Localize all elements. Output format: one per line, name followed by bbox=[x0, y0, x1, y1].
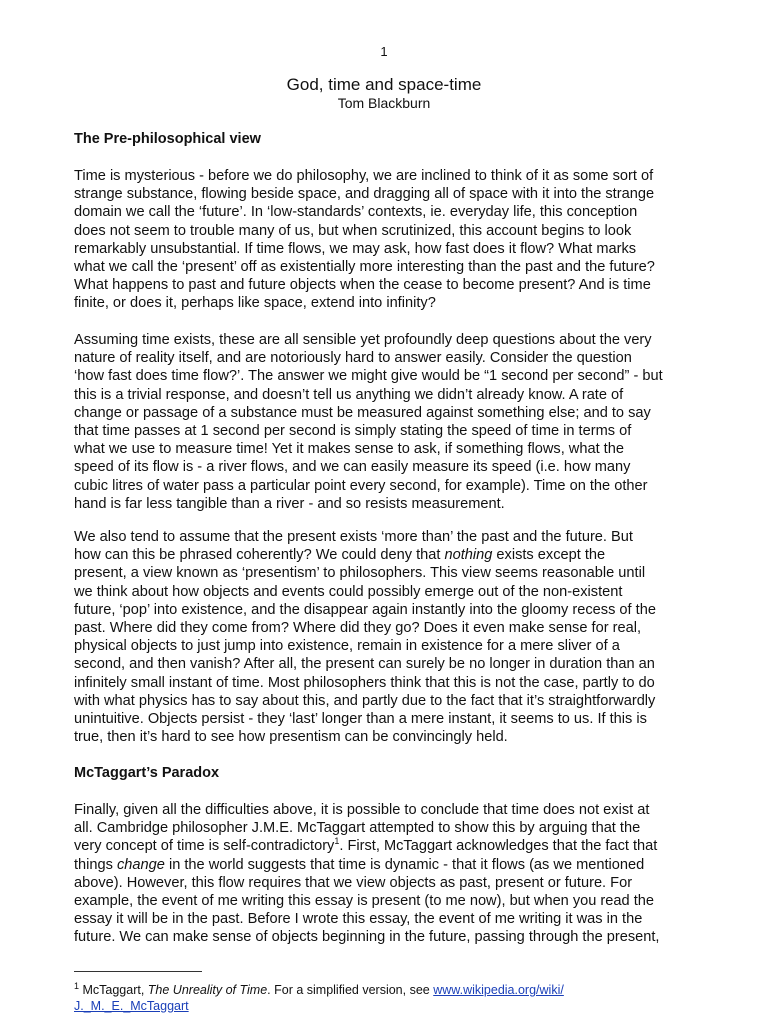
paragraph-line: strange substance, flowing beside space, and dragging all of space with it into the strange bbox=[74, 186, 655, 203]
paragraph-line: future. We can make sense of objects beginning in the future, passing through the present, bbox=[74, 929, 660, 946]
paragraph-3 bbox=[74, 528, 698, 746]
paragraph-line: that time passes at 1 second per second is simply stating the speed of time in terms of bbox=[74, 423, 632, 440]
paragraph-line: cubic litres of water pass a particular point every second, for example). Time on the other bbox=[74, 477, 648, 494]
footnote-link[interactable]: J._M._E._McTaggart bbox=[74, 999, 189, 1013]
paragraph-line: infinitely small instant of time. Most philosophers think that this is not the case, partly to do bbox=[74, 674, 655, 691]
footnote-line: $^1$ McTaggart, The Unreality of Time. For a simplified version, see www.wikipedia.org/wiki/ bbox=[74, 980, 564, 997]
paragraph-2 bbox=[74, 331, 698, 513]
footnote bbox=[74, 982, 694, 1014]
paragraph-line: present, a view known as ‘presentism’ to philosophers. This view seems reasonable until bbox=[74, 565, 646, 582]
document-title: God, time and space-time bbox=[286, 75, 482, 94]
paragraph-line: domain we call the ‘future’. In ‘low-standards’ contexts, ie. everyday life, this conception bbox=[74, 204, 638, 221]
emphasis-text: change bbox=[117, 856, 165, 873]
paragraph-line: remarkably unsubstantial. If time flows, we may ask, how fast does it flow? What marks bbox=[74, 240, 637, 257]
paragraph-line: above). However, this flow requires that we view objects as past, present or future. For bbox=[74, 874, 633, 891]
paragraph-line: hand is far less tangible than a river - and so resists measurement. bbox=[74, 495, 505, 512]
paragraph-1 bbox=[74, 167, 698, 313]
paragraph-line: with what physics has to say about this, and partly due to the fact that it’s straightforwardly bbox=[74, 692, 656, 709]
paragraph-line: does not seem to trouble many of us, but when scrutinized, this account begins to look bbox=[74, 222, 632, 239]
paragraph-line: finite, or does it, perhaps like space, extend into infinity? bbox=[74, 295, 436, 312]
paragraph-line: unintuitive. Objects persist - they ‘last’ longer than a mere instant, it seems to us. If this is bbox=[74, 711, 647, 728]
footnote-link[interactable]: www.wikipedia.org/wiki/ bbox=[433, 983, 564, 997]
section-heading-pre-philosophical: The Pre-philosophical view bbox=[74, 131, 261, 147]
paragraph-4 bbox=[74, 801, 698, 947]
paragraph-line: we think about how objects and events could possibly emerge out of the non-existent bbox=[74, 583, 623, 600]
paragraph-line: very concept of time is self-contradictory$^1$. First, McTaggart acknowledges that the fact that bbox=[74, 836, 658, 855]
paragraph-line: change or passage of a substance must be measured against something else; and to say bbox=[74, 404, 651, 421]
paragraph-line: example, the event of me writing this essay is present (to me now), but when you read the bbox=[74, 893, 654, 910]
page-number: 1 bbox=[380, 44, 388, 59]
paragraph-line: future, ‘pop’ into existence, and the disappear again instantly into the gloomy recess of the bbox=[74, 601, 656, 618]
paragraph-line: essay it will be in the past. Before I wrote this essay, the event of me writing it was in the bbox=[74, 911, 643, 928]
footnote-book-title: The Unreality of Time bbox=[147, 983, 268, 997]
paragraph-line: past. Where did they come from? Where did they go? Does it even make sense for real, bbox=[74, 620, 641, 637]
paragraph-line: Finally, given all the difficulties above, it is possible to conclude that time does not exist at bbox=[74, 802, 650, 818]
footnote-divider bbox=[74, 971, 202, 972]
paragraph-line: what we call the ‘present’ off as existentially more interesting than the past and the future? bbox=[74, 259, 655, 276]
paragraph-line: nature of reality itself, and are notoriously hard to answer easily. Consider the question bbox=[74, 350, 632, 367]
paragraph-line: this is a trivial response, and doesn’t tell us anything we didn’t already know. A rate of bbox=[74, 386, 624, 403]
paragraph-line: Assuming time exists, these are all sensible yet profoundly deep questions about the very bbox=[74, 332, 652, 348]
section-heading-mctaggart: McTaggart’s Paradox bbox=[74, 765, 220, 781]
footnote-marker: 1 bbox=[74, 980, 80, 991]
paragraph-line: what we use to measure time! Yet it makes sense to ask, if something flows, what the bbox=[74, 441, 624, 458]
paragraph-line: physical objects to just jump into existence, remain in existence for a mere sliver of a bbox=[74, 638, 620, 655]
document-author: Tom Blackburn bbox=[337, 95, 431, 111]
footnote-line bbox=[74, 998, 694, 1014]
paragraph-line: speed of its flow is - a river flows, and we can easily measure its speed (i.e. how many bbox=[74, 459, 631, 476]
paragraph-line: ‘how fast does time flow?’. The answer we might give would be “1 second per second” - but bbox=[74, 368, 663, 385]
paragraph-line: We also tend to assume that the present exists ‘more than’ the past and the future. But bbox=[74, 529, 633, 545]
paragraph-line: things change in the world suggests that time is dynamic - that it flows (as we mentioned bbox=[74, 856, 645, 873]
paragraph-line: What happens to past and future objects when the cease to become present? And is time bbox=[74, 277, 651, 294]
emphasis-text: nothing bbox=[444, 547, 493, 564]
paragraph-line: second, and then vanish? After all, the present can surely be no longer in duration than an bbox=[74, 656, 655, 673]
paragraph-line: true, then it’s hard to see how presentism can be convincingly held. bbox=[74, 729, 508, 746]
paragraph-line: all. Cambridge philosopher J.M.E. McTaggart attempted to show this by arguing that the bbox=[74, 820, 641, 837]
footnote-reference[interactable]: 1 bbox=[334, 836, 340, 847]
paragraph-line: Time is mysterious - before we do philosophy, we are inclined to think of it as some sort of bbox=[74, 168, 654, 184]
paragraph-line: how can this be phrased coherently? We could deny that nothing exists except the bbox=[74, 547, 606, 564]
